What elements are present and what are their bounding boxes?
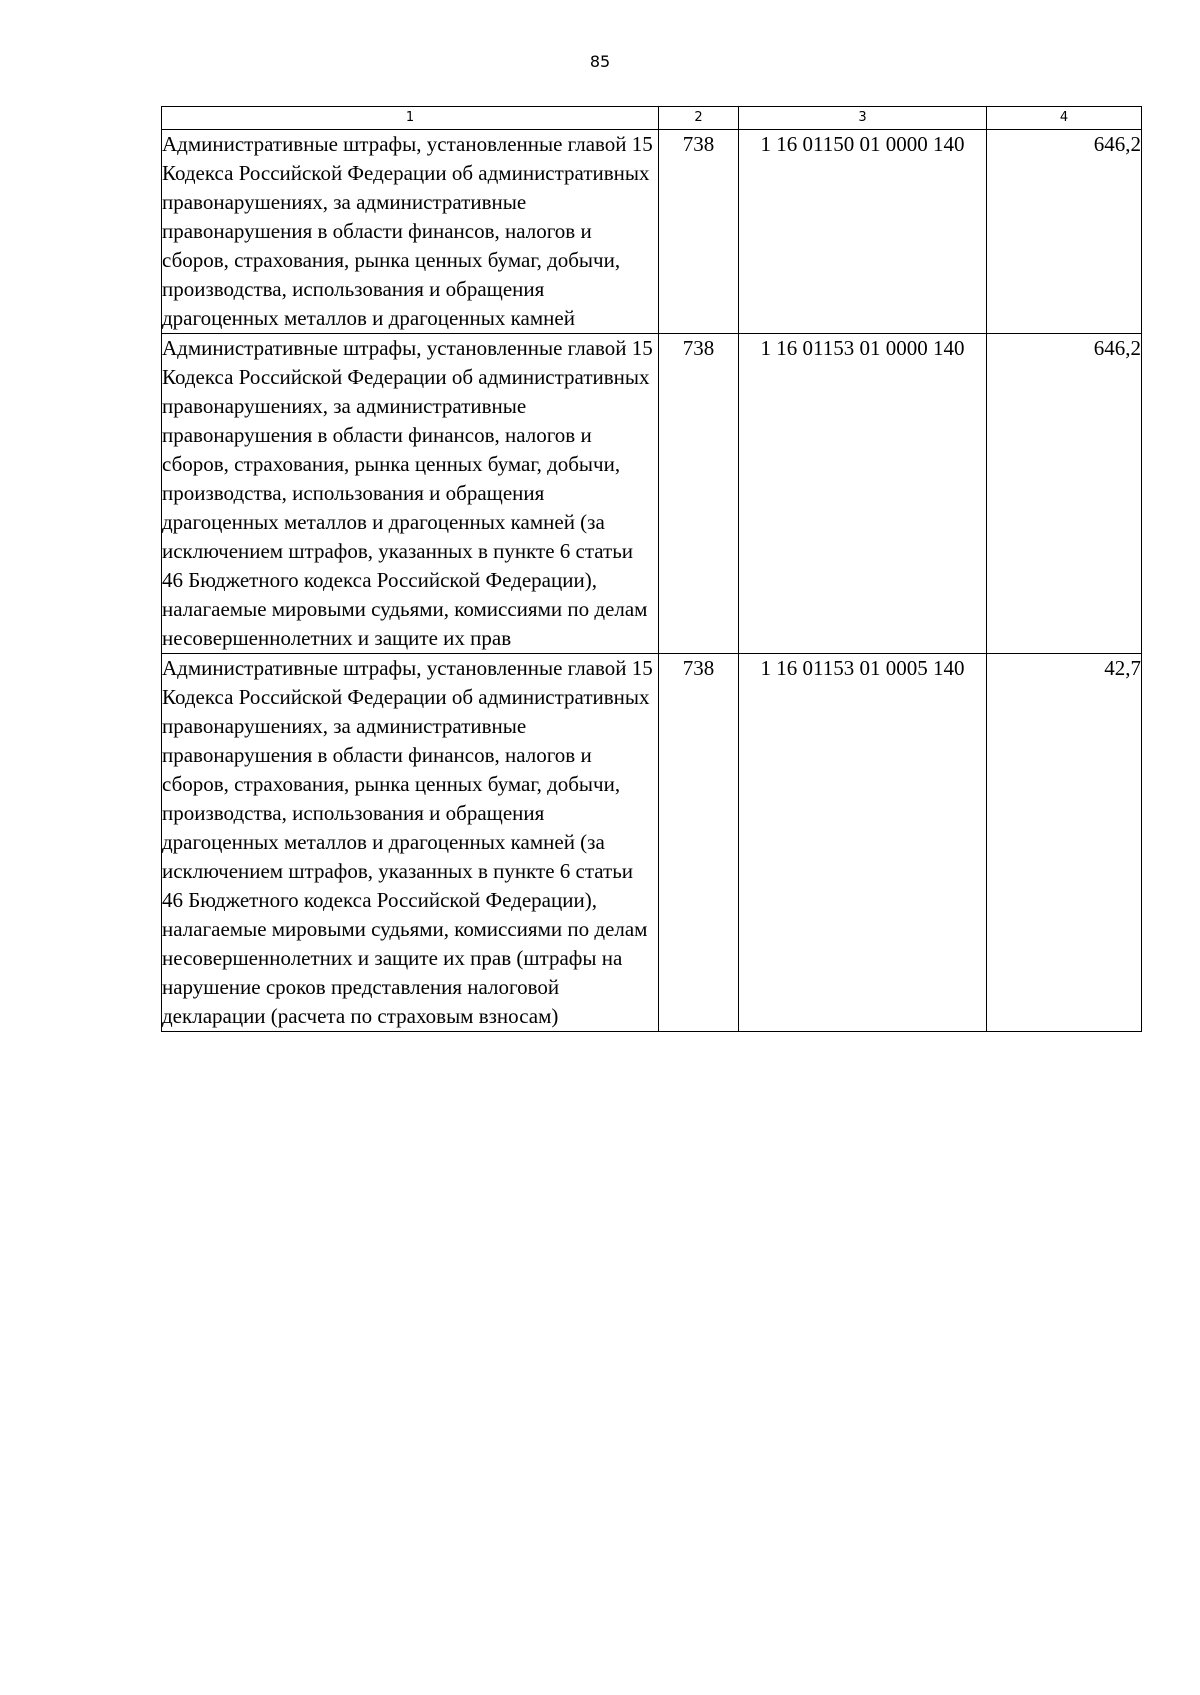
row-description: Административные штрафы, установленные главой 15 Кодекса Российской Федерации об административных правонарушениях, за административные правонарушения в области финансов, налогов и сборов, страхования, рынка ценных бумаг, добычи, производства, использования и обращения драгоценных металлов и драгоценных камней (за исключением штрафов, указанных в пункте 6 статьи 46 Бюджетного кодекса Российской Федерации), налагаемые мировыми судьями, комиссиями по делам несовершеннолетних и защите их прав (штрафы на нарушение сроков представления налоговой декларации (расчета по страховым взносам) — [162, 654, 659, 1032]
row-description: Административные штрафы, установленные главой 15 Кодекса Российской Федерации об административных правонарушениях, за административные правонарушения в области финансов, налогов и сборов, страхования, рынка ценных бумаг, добычи, производства, использования и обращения драгоценных металлов и драгоценных камней — [162, 130, 659, 334]
table-row — [162, 654, 1142, 1032]
row-amount: 42,7 — [987, 654, 1142, 1032]
row-kbk-code: 1 16 01153 01 0000 140 — [739, 334, 987, 654]
header-column-4: 4 — [987, 107, 1142, 130]
page-number: 85 — [589, 52, 611, 71]
header-column-2: 2 — [659, 107, 739, 130]
row-amount: 646,2 — [987, 334, 1142, 654]
revenue-table — [161, 106, 1142, 1032]
header-column-1: 1 — [162, 107, 659, 130]
header-column-3: 3 — [739, 107, 987, 130]
row-kbk-code: 1 16 01150 01 0000 140 — [739, 130, 987, 334]
row-description: Административные штрафы, установленные главой 15 Кодекса Российской Федерации об административных правонарушениях, за административные правонарушения в области финансов, налогов и сборов, страхования, рынка ценных бумаг, добычи, производства, использования и обращения драгоценных металлов и драгоценных камней (за исключением штрафов, указанных в пункте 6 статьи 46 Бюджетного кодекса Российской Федерации), налагаемые мировыми судьями, комиссиями по делам несовершеннолетних и защите их прав — [162, 334, 659, 654]
table-header-row — [162, 107, 1142, 130]
row-admin-code: 738 — [659, 654, 739, 1032]
table-row — [162, 334, 1142, 654]
row-admin-code: 738 — [659, 130, 739, 334]
row-amount: 646,2 — [987, 130, 1142, 334]
row-kbk-code: 1 16 01153 01 0005 140 — [739, 654, 987, 1032]
table-row — [162, 130, 1142, 334]
row-admin-code: 738 — [659, 334, 739, 654]
